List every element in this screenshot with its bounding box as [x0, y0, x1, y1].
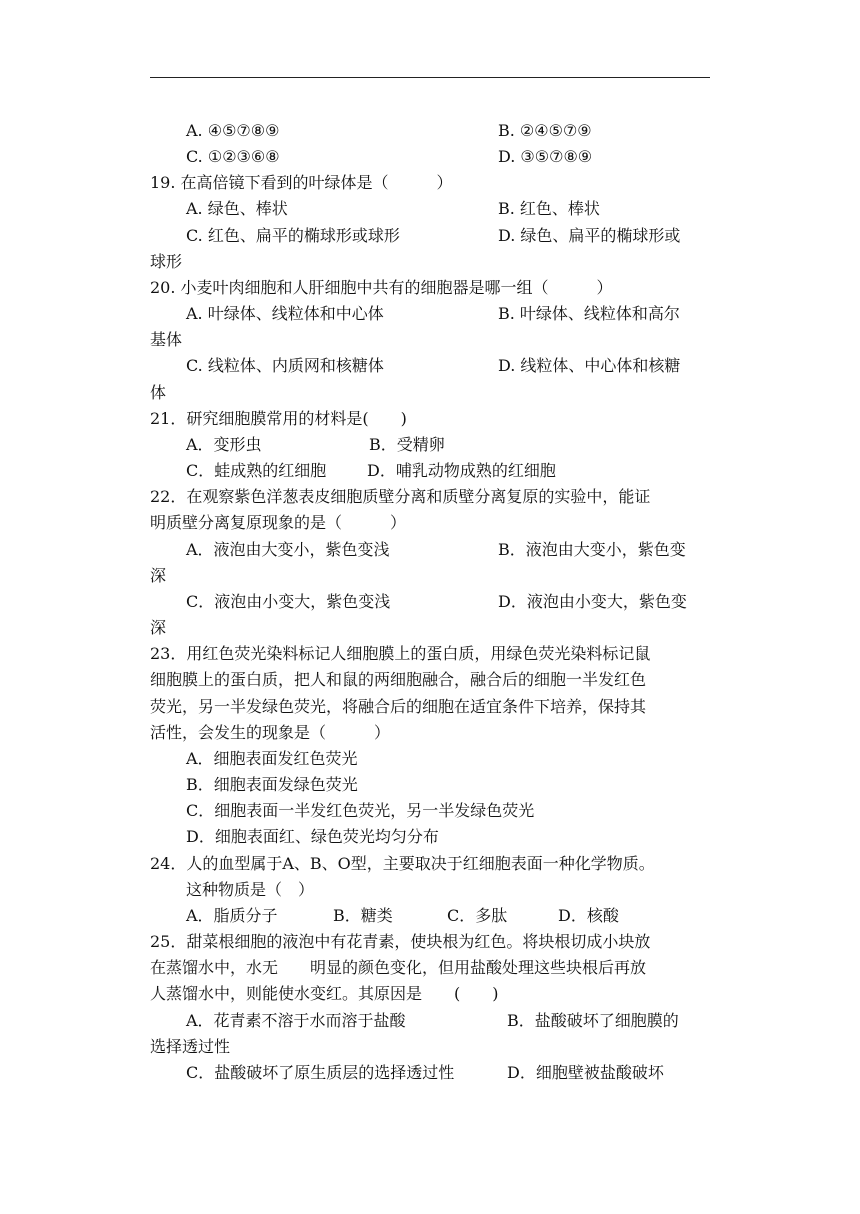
q20-option-d-wrap: 体 — [150, 383, 167, 402]
q18-option-c: C. ①②③⑥⑧ — [186, 147, 280, 166]
q25-option-b-wrap: 选择透过性 — [150, 1037, 231, 1056]
q22-option-d-wrap: 深 — [150, 618, 167, 637]
q21-option-c: C．蛙成熟的红细胞 — [186, 461, 327, 480]
q25-stem-line2: 在蒸馏水中，水无 明显的颜色变化，但用盐酸处理这些块根后再放 — [150, 958, 647, 977]
q19-stem: 19. 在高倍镜下看到的叶绿体是（ ） — [150, 173, 453, 192]
q18-option-d: D. ③⑤⑦⑧⑨ — [498, 147, 593, 166]
q23-option-b: B．细胞表面发绿色荧光 — [186, 775, 358, 794]
q24-option-d: D．核酸 — [558, 906, 619, 925]
q22-stem-line1: 22．在观察紫色洋葱表皮细胞质壁分离和质壁分离复原的实验中，能证 — [150, 487, 651, 506]
q20-option-b-wrap: 基体 — [150, 330, 183, 349]
q20-option-a: A. 叶绿体、线粒体和中心体 — [186, 304, 384, 323]
q19-option-b: B. 红色、棒状 — [498, 199, 600, 218]
q25-option-d: D．细胞壁被盐酸破坏 — [507, 1063, 664, 1082]
q18-option-a: A. ④⑤⑦⑧⑨ — [186, 121, 280, 140]
q19-option-d-wrap: 球形 — [150, 252, 183, 271]
q23-stem-line4: 活性，会发生的现象是（ ） — [150, 723, 391, 742]
q22-option-b-wrap: 深 — [150, 566, 167, 585]
q25-stem-line3: 人蒸馏水中，则能使水变红。其原因是 ( ) — [150, 984, 499, 1003]
q25-option-b: B．盐酸破坏了细胞膜的 — [507, 1011, 679, 1030]
q23-option-a: A．细胞表面发红色荧光 — [186, 749, 358, 768]
q22-option-b: B．液泡由大变小，紫色变 — [498, 540, 686, 559]
q20-option-b: B. 叶绿体、线粒体和高尔 — [498, 304, 680, 323]
q23-stem-line1: 23．用红色荧光染料标记人细胞膜上的蛋白质，用绿色荧光染料标记鼠 — [150, 644, 651, 663]
q22-option-c: C．液泡由小变大，紫色变浅 — [186, 592, 391, 611]
q23-option-c: C．细胞表面一半发红色荧光，另一半发绿色荧光 — [186, 801, 535, 820]
q22-option-d: D．液泡由小变大，紫色变 — [498, 592, 687, 611]
q24-stem-line1: 24．人的血型属于A、B、O型，主要取决于红细胞表面一种化学物质。 — [150, 854, 655, 873]
q19-option-a: A. 绿色、棒状 — [186, 199, 288, 218]
q24-option-c: C．多肽 — [447, 906, 508, 925]
q25-option-c: C．盐酸破坏了原生质层的选择透过性 — [186, 1063, 455, 1082]
q22-option-a: A．液泡由大变小，紫色变浅 — [186, 540, 390, 559]
q23-stem-line2: 细胞膜上的蛋白质，把人和鼠的两细胞融合，融合后的细胞一半发红色 — [150, 670, 647, 689]
q25-option-a: A．花青素不溶于水而溶于盐酸 — [186, 1011, 406, 1030]
q20-stem: 20. 小麦叶肉细胞和人肝细胞中共有的细胞器是哪一组（ ） — [150, 278, 613, 297]
q21-option-b: B．受精卵 — [369, 435, 445, 454]
q20-option-d: D. 线粒体、中心体和核糖 — [498, 356, 681, 375]
q24-stem-line2: 这种物质是（ ） — [186, 880, 315, 899]
q21-option-d: D．哺乳动物成熟的红细胞 — [367, 461, 556, 480]
header-rule — [150, 77, 710, 78]
q25-stem-line1: 25．甜菜根细胞的液泡中有花青素，使块根为红色。将块根切成小块放 — [150, 932, 651, 951]
q20-option-c: C. 线粒体、内质网和核糖体 — [186, 356, 384, 375]
q19-option-d: D. 绿色、扁平的椭球形或 — [498, 226, 681, 245]
q18-option-b: B. ②④⑤⑦⑨ — [498, 121, 592, 140]
q23-option-d: D．细胞表面红、绿色荧光均匀分布 — [186, 827, 439, 846]
q21-option-a: A．变形虫 — [186, 435, 262, 454]
q24-option-a: A．脂质分子 — [186, 906, 278, 925]
q21-stem: 21．研究细胞膜常用的材料是( ) — [150, 409, 407, 428]
q19-option-c: C. 红色、扁平的椭球形或球形 — [186, 226, 400, 245]
q24-option-b: B．糖类 — [333, 906, 393, 925]
q22-stem-line2: 明质壁分离复原现象的是（ ） — [150, 513, 407, 532]
q23-stem-line3: 荧光，另一半发绿色荧光，将融合后的细胞在适宜条件下培养，保持其 — [150, 697, 647, 716]
